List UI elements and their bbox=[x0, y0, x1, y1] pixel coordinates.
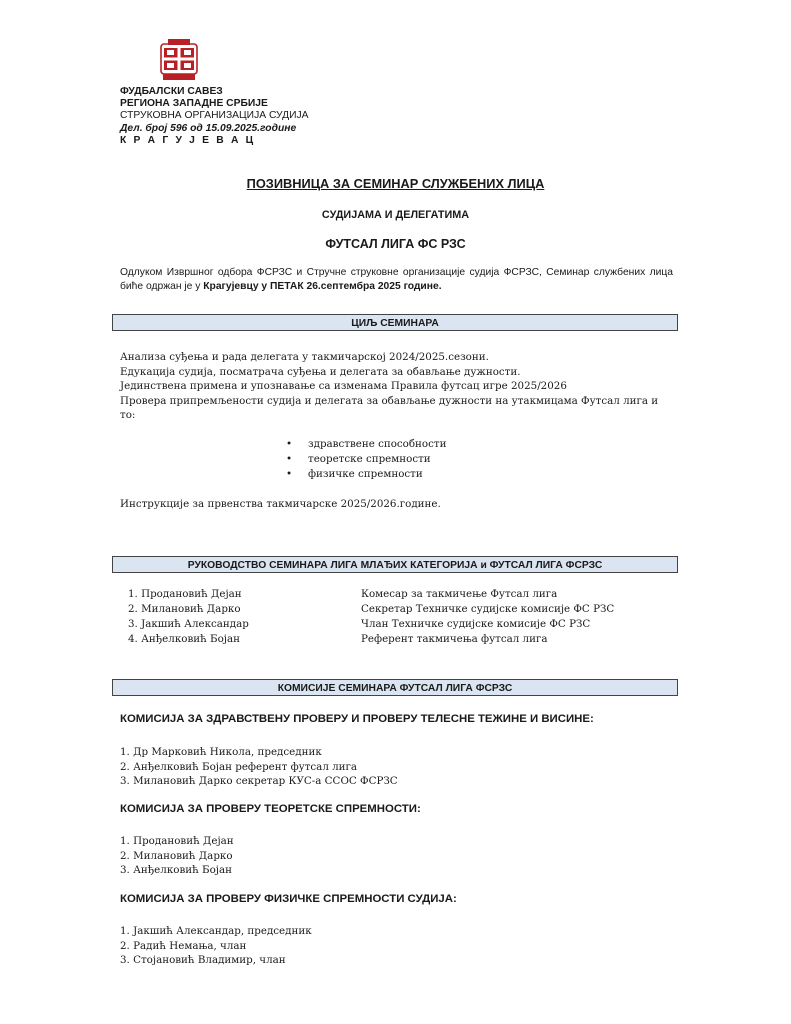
theory-commission-title: КОМИСИЈА ЗА ПРОВЕРУ ТЕОРЕТСКЕ СПРЕМНОСТИ: bbox=[120, 803, 421, 815]
physical-commission-list bbox=[120, 924, 312, 968]
league-name: ФУТСАЛ ЛИГА ФС РЗС bbox=[325, 237, 466, 251]
goal-line: то: bbox=[120, 409, 136, 422]
intro-text: Одлуком Извршног одбора ФСРЗС и Стручне струковне организације судија ФСРЗС, Семинар службених лица биће одржан је у bbox=[120, 267, 673, 292]
coat-of-arms-shield-icon bbox=[160, 38, 198, 82]
document-number: Дел. број 596 од 15.09.2025.године bbox=[120, 122, 297, 134]
list-item: 1. Др Марковић Никола, председник bbox=[120, 746, 322, 758]
list-item: • теоретске спремности bbox=[286, 452, 446, 467]
member-role: Комесар за такмичење Футсал лига bbox=[361, 588, 558, 600]
list-item: 1. Јакшић Александар, председник bbox=[120, 925, 312, 937]
list-item: 3. Милановић Дарко секретар КУС-а ССОС ФСРЗС bbox=[120, 775, 398, 788]
section-heading-goal: ЦИЉ СЕМИНАРА bbox=[112, 314, 678, 331]
list-item: 2. Анђелковић Бојан референт футсал лига bbox=[120, 760, 358, 773]
organization-header bbox=[120, 86, 309, 147]
list-item: 2. Радић Немања, члан bbox=[120, 939, 247, 952]
section-heading-commissions: КОМИСИЈЕ СЕМИНАРА ФУТСАЛ ЛИГА ФСРЗС bbox=[112, 679, 678, 696]
list-item bbox=[128, 632, 688, 647]
goal-line: Едукација судија, посматрача суђења и делегата за обављање дужности. bbox=[120, 365, 521, 378]
theory-commission-list bbox=[120, 834, 234, 878]
goal-text bbox=[120, 350, 680, 423]
section-heading-management: РУКОВОДСТВО СЕМИНАРА ЛИГА МЛАЂИХ КАТЕГОРИЈА и ФУТСАЛ ЛИГА ФСРЗС bbox=[112, 556, 678, 573]
city: К Р А Г У Ј Е В А Ц bbox=[120, 134, 256, 146]
list-item: 3. Стојановић Владимир, члан bbox=[120, 954, 286, 967]
member-name: 4. Анђелковић Бојан bbox=[128, 633, 240, 645]
member-name: 1. Продановић Дејан bbox=[128, 588, 242, 600]
list-item bbox=[128, 617, 688, 632]
list-item bbox=[128, 587, 688, 602]
health-commission-list bbox=[120, 745, 398, 789]
document-subtitle: СУДИЈАМА И ДЕЛЕГАТИМА bbox=[321, 209, 470, 221]
physical-commission-title: КОМИСИЈА ЗА ПРОВЕРУ ФИЗИЧКЕ СПРЕМНОСТИ СУДИЈА: bbox=[120, 893, 457, 905]
member-role: Секретар Техничке судијске комисије ФС РЗС bbox=[361, 603, 615, 615]
goal-bullet-list bbox=[286, 437, 446, 482]
member-role: Члан Техничке судијске комисије ФС РЗС bbox=[361, 618, 591, 630]
goal-line: Анализа суђења и рада делегата у такмичарској 2024/2025.сезони. bbox=[120, 351, 489, 363]
list-item bbox=[128, 602, 688, 617]
document-title: ПОЗИВНИЦА ЗА СЕМИНАР СЛУЖБЕНИХ ЛИЦА bbox=[246, 176, 545, 191]
list-item: • здравствене способности bbox=[286, 437, 446, 452]
management-list bbox=[128, 587, 688, 647]
goal-line: Јединствена примена и упознавање са изменама Правила футсац игре 2025/2026 bbox=[120, 380, 567, 393]
list-item: • физичке спремности bbox=[286, 467, 446, 482]
header-line-1: ФУДБАЛСКИ САВЕЗ bbox=[120, 86, 223, 97]
goal-line: Провера припремљености судија и делегата за обављање дужности на утакмицама Футсал лига и bbox=[120, 394, 659, 407]
header-line-2: РЕГИОНА ЗАПАДНЕ СРБИЈЕ bbox=[120, 98, 268, 110]
intro-bold: Крагујевцу у ПЕТАК 26.септембра 2025 године. bbox=[203, 281, 442, 292]
member-role: Референт такмичења футсал лига bbox=[361, 633, 548, 645]
header-line-3: СТРУКОВНА ОРГАНИЗАЦИЈА СУДИЈА bbox=[120, 110, 309, 122]
instructions-text: Инструкције за првенства такмичарске 2025/2026.године. bbox=[120, 498, 441, 510]
intro-paragraph bbox=[120, 266, 673, 294]
list-item: 3. Анђелковић Бојан bbox=[120, 864, 232, 877]
member-name: 3. Јакшић Александар bbox=[128, 618, 249, 630]
health-commission-title: КОМИСИЈА ЗА ЗДРАВСТВЕНУ ПРОВЕРУ И ПРОВЕРУ ТЕЛЕСНЕ ТЕЖИНЕ И ВИСИНЕ: bbox=[120, 713, 594, 725]
member-name: 2. Милановић Дарко bbox=[128, 603, 241, 615]
list-item: 1. Продановић Дејан bbox=[120, 835, 234, 847]
list-item: 2. Милановић Дарко bbox=[120, 849, 233, 862]
